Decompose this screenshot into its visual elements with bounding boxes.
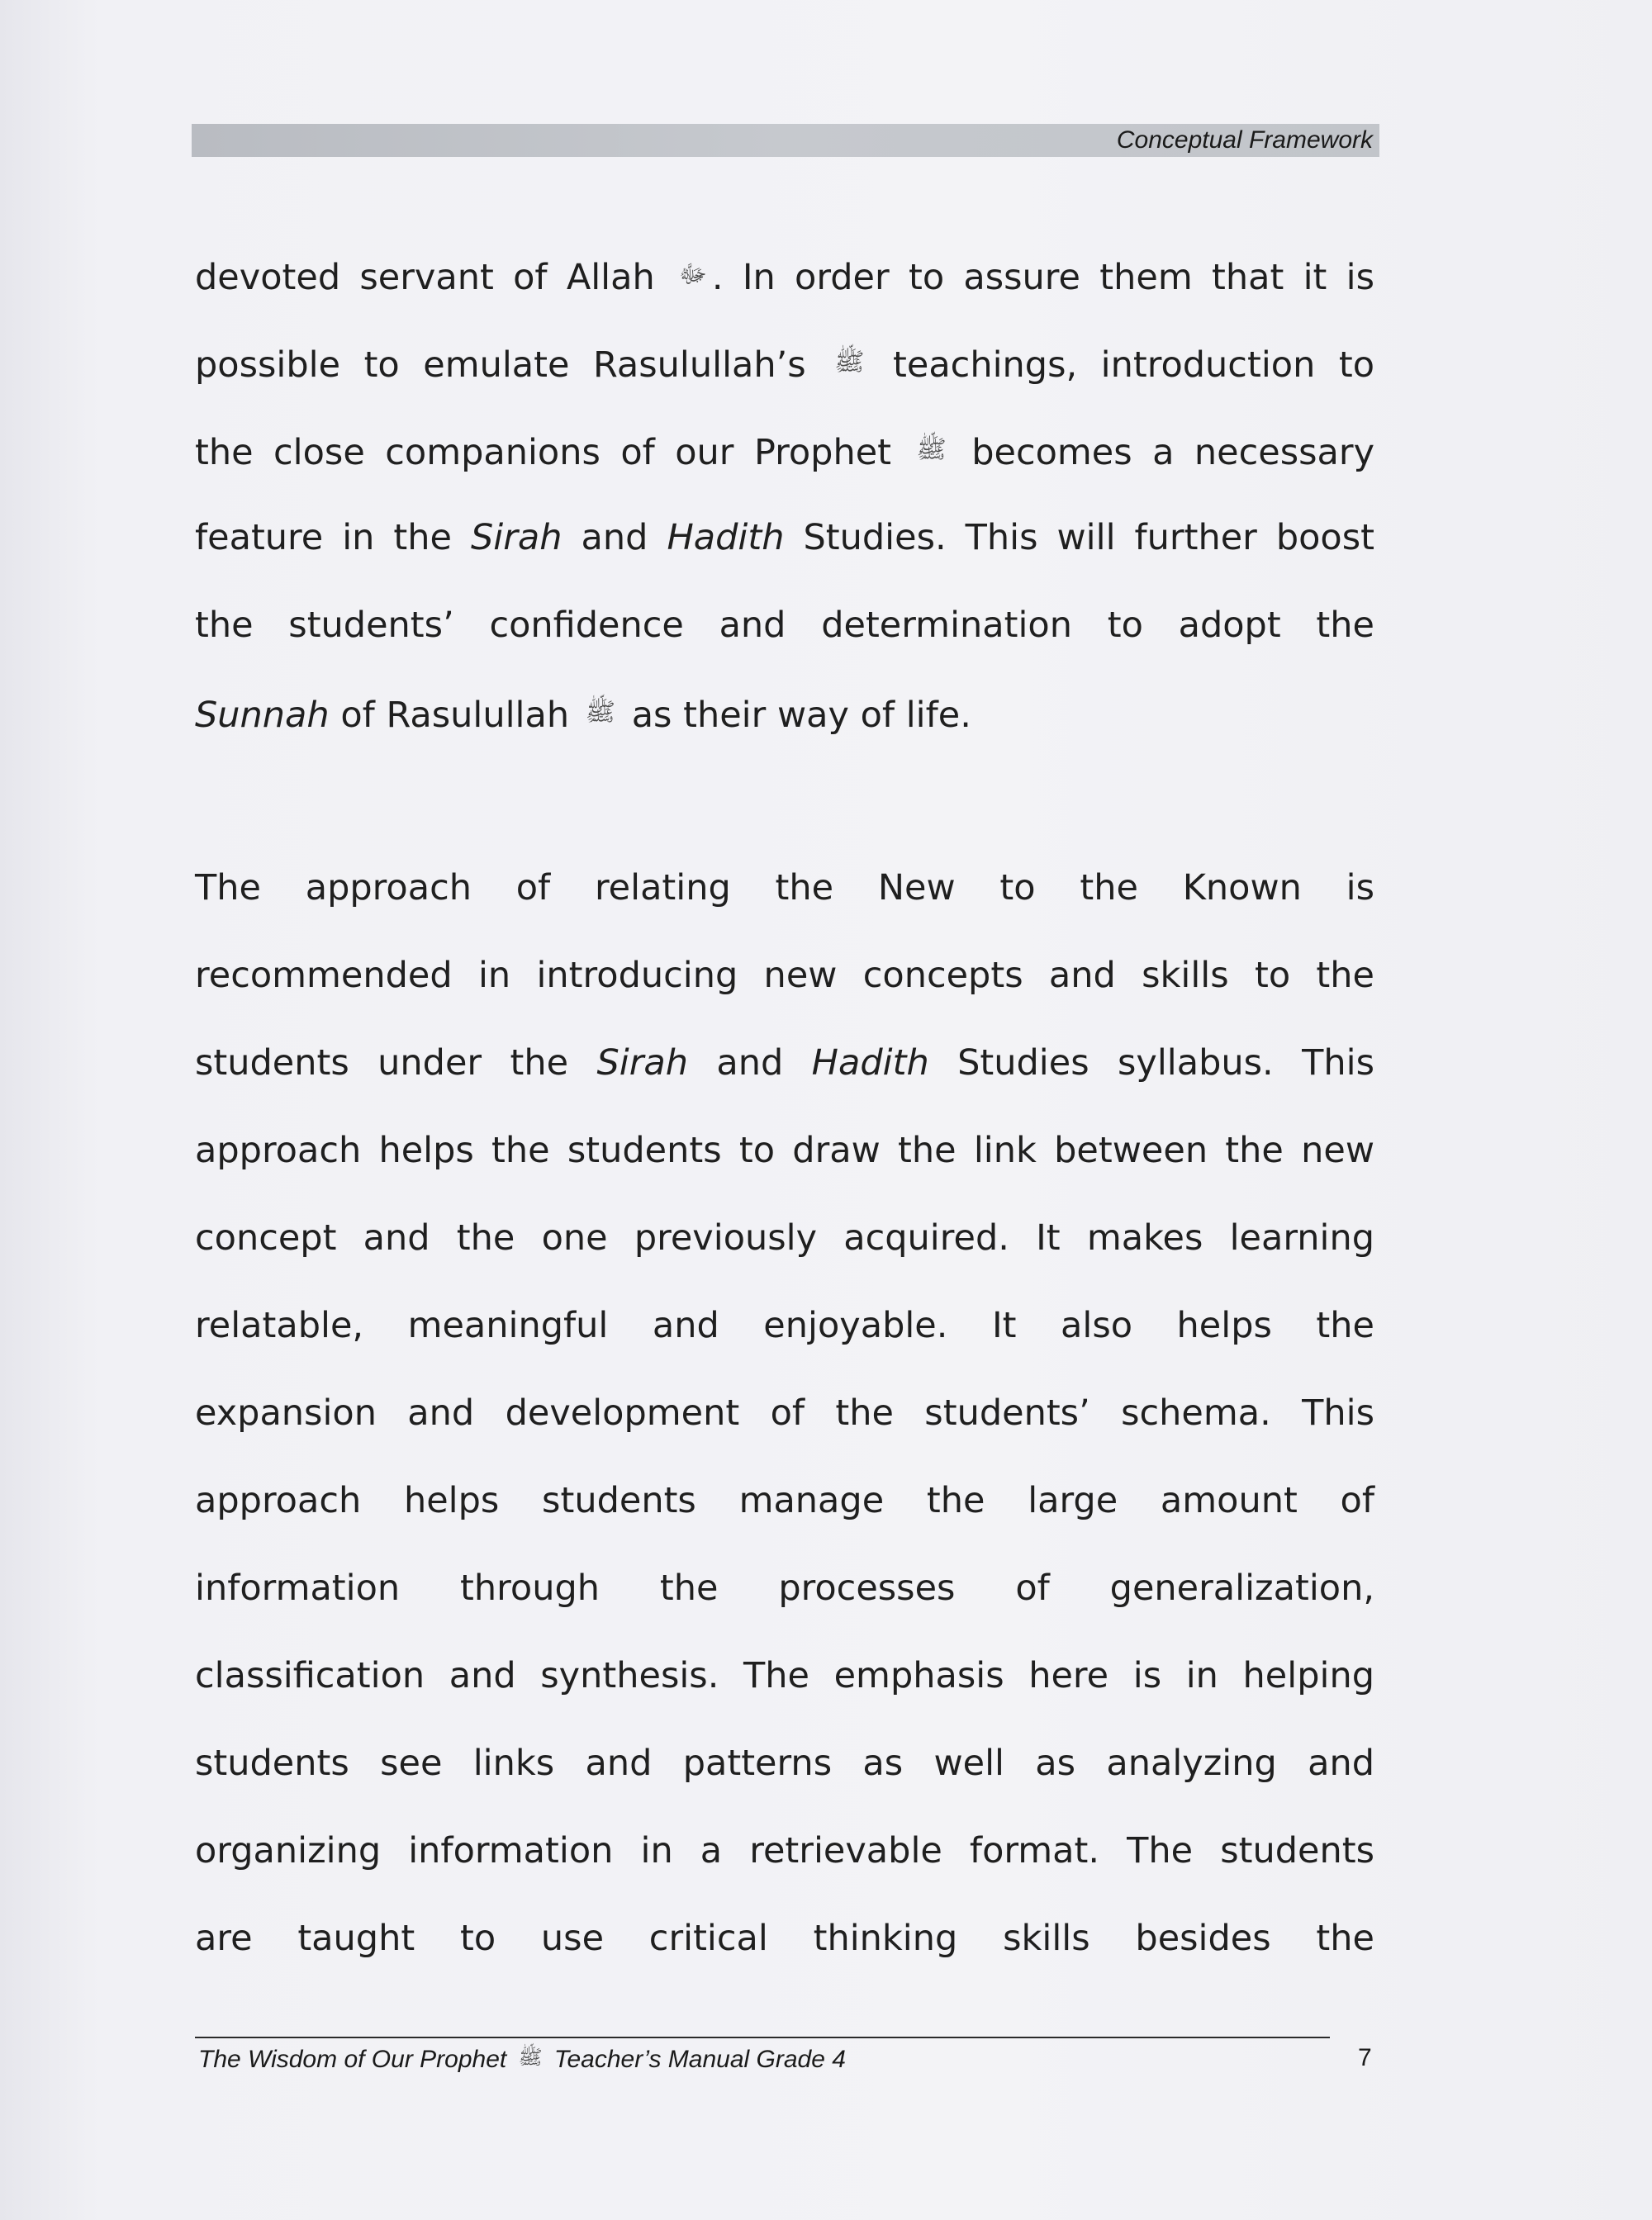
paragraph-2 [195,844,1374,1982]
honorific-calligraphy-icon: ﷺ [585,698,616,727]
text-fragment: becomes a necessary [971,432,1375,473]
honorific-calligraphy-icon: ﷺ [518,2047,543,2069]
text-fragment: of Rasulullah [340,695,570,736]
text-fragment: as their way of life. [631,695,971,736]
text-fragment: Studies syllabus. This [957,1042,1374,1084]
page-number: 7 [1358,2044,1372,2071]
text-fragment: the close companions of our Prophet [195,432,892,473]
text-line [195,319,1374,406]
honorific-calligraphy-icon: ﷻ [679,260,707,289]
text-line [195,406,1374,494]
italic-term-sunnah: Sunnah [195,695,330,736]
text-line: information through the processes of generalization, [195,1568,1374,1609]
footer-title-text: Teacher’s Manual Grade 4 [553,2046,846,2073]
text-fragment: teachings, introduction to [893,344,1375,386]
text-fragment: students under the [195,1042,569,1084]
text-line [195,669,1374,757]
text-line: recommended in introducing new concepts and skills to the [195,955,1374,996]
text-line [195,231,1374,319]
text-line: students see links and patterns as well as analyzing and [195,1743,1374,1784]
text-fragment: Studies. This will further boost [803,517,1375,558]
text-fragment: and [581,517,648,558]
footer-book-title [198,2042,846,2076]
text-line: expansion and development of the students’ schema. This [195,1392,1374,1434]
body-text [195,231,1374,1982]
running-header-title: Conceptual Framework [1116,126,1373,154]
running-header-bar [192,124,1379,157]
footer-title-text: The Wisdom of Our Prophet [198,2046,507,2073]
text-fragment: . In order to assure them that it is [711,257,1375,298]
italic-term-sirah: Sirah [471,517,563,558]
text-fragment: possible to emulate Rasulullah’s [195,344,806,386]
text-line: are taught to use critical thinking skills besides the [195,1918,1374,1959]
italic-term-hadith: Hadith [667,517,785,558]
text-fragment: and [716,1042,784,1084]
honorific-calligraphy-icon: ﷺ [916,435,947,464]
footer-rule [195,2037,1330,2038]
text-line: relatable, meaningful and enjoyable. It also helps the [195,1305,1374,1346]
honorific-calligraphy-icon: ﷺ [834,348,865,377]
text-line: the students’ confidence and determination to adopt the [195,605,1374,646]
italic-term-sirah: Sirah [596,1042,688,1084]
text-line: organizing information in a retrievable format. The students [195,1830,1374,1871]
text-line: concept and the one previously acquired. It makes learning [195,1217,1374,1259]
text-line: approach helps the students to draw the link between the new [195,1130,1374,1171]
paragraph-1 [195,231,1374,757]
text-line: The approach of relating the New to the Known is [195,867,1374,908]
italic-term-hadith: Hadith [811,1042,929,1084]
text-line [195,1019,1374,1107]
text-line [195,494,1374,581]
text-fragment: devoted servant of Allah [195,257,655,298]
text-fragment: feature in the [195,517,452,558]
text-line: classification and synthesis. The emphasis here is in helping [195,1655,1374,1696]
text-line: approach helps students manage the large amount of [195,1480,1374,1521]
